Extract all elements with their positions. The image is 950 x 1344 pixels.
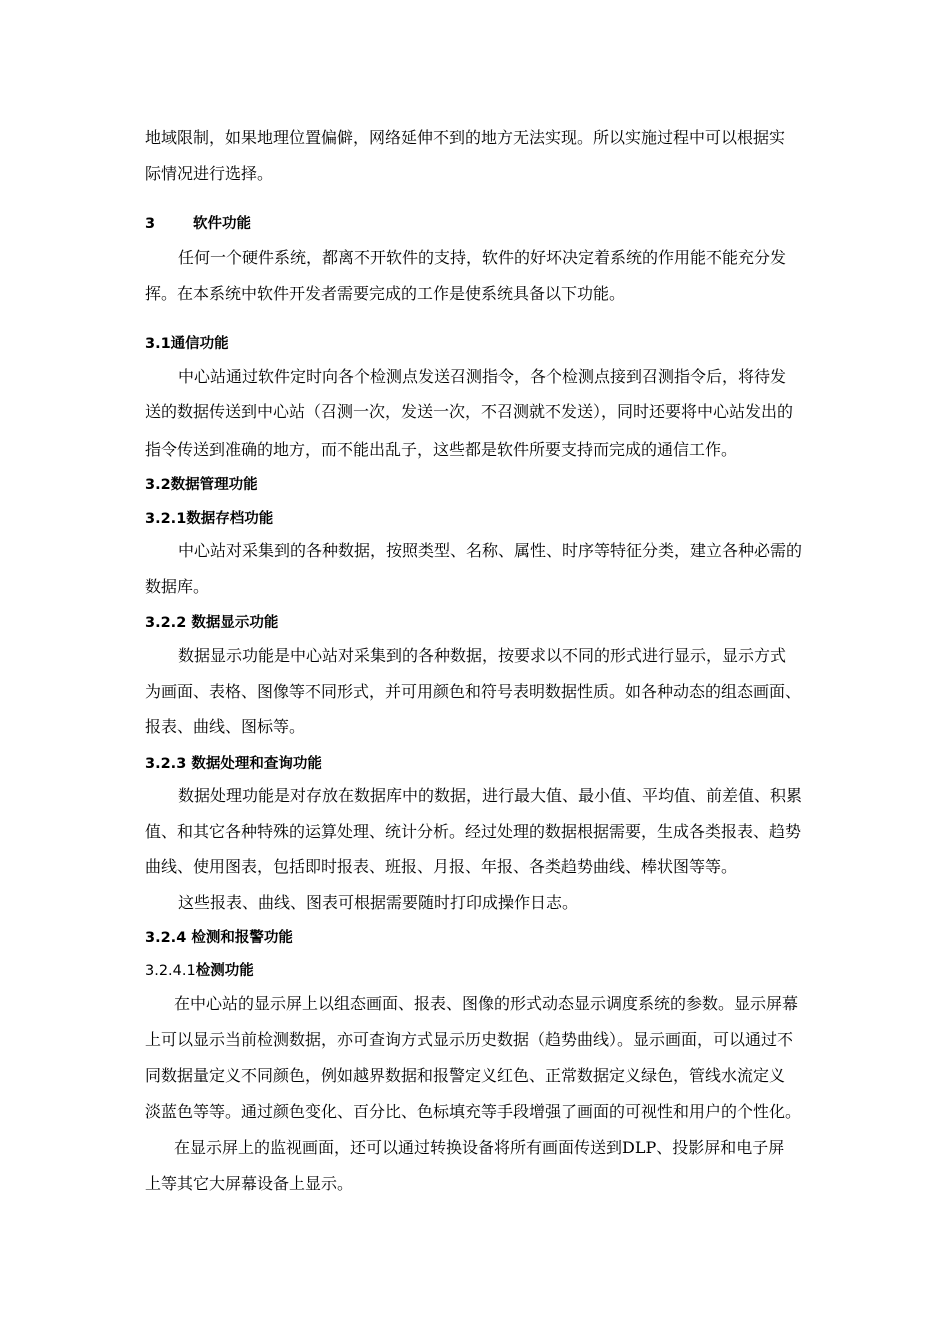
paragraph-line: 在中心站的显示屏上以组态画面、报表、图像的形式动态显示调度系统的参数。显示屏幕 (174, 994, 799, 1013)
section-title: 检测功能 (195, 963, 254, 979)
paragraph-line: 际情况进行选择。 (145, 164, 274, 183)
paragraph-line: 数据显示功能是中心站对采集到的各种数据，按要求以不同的形式进行显示，显示方式 (178, 646, 787, 665)
paragraph-line: 这些报表、曲线、图表可根据需要随时打印成操作日志。 (178, 893, 579, 912)
paragraph-line: 淡蓝色等等。通过颜色变化、百分比、色标填充等手段增强了画面的可视性和用户的个性化。 (145, 1102, 802, 1121)
section-heading-3 (145, 214, 251, 234)
section-number: 3 (145, 216, 156, 232)
section-heading-3-1: 3.1通信功能 (145, 336, 229, 352)
paragraph-line: 地域限制，如果地理位置偏僻，网络延伸不到的地方无法实现。所以实施过程中可以根据实 (145, 128, 786, 147)
paragraph-line: 报表、曲线、图标等。 (145, 717, 306, 736)
paragraph-line: 中心站通过软件定时向各个检测点发送召测指令，各个检测点接到召测指令后，将待发 (178, 367, 787, 386)
section-heading-3-2-3: 3.2.3 数据处理和查询功能 (145, 756, 322, 772)
paragraph-line: 上可以显示当前检测数据，亦可查询方式显示历史数据（趋势曲线）。显示画面，可以通过不 (145, 1030, 794, 1049)
section-heading-3-2-4: 3.2.4 检测和报警功能 (145, 930, 293, 946)
paragraph-line: 数据处理功能是对存放在数据库中的数据，进行最大值、最小值、平均值、前差值、积累 (178, 786, 803, 805)
paragraph-line: 中心站对采集到的各种数据，按照类型、名称、属性、时序等特征分类，建立各种必需的 (178, 541, 803, 560)
paragraph-line: 曲线、使用图表，包括即时报表、班报、月报、年报、各类趋势曲线、棒状图等等。 (145, 857, 738, 876)
paragraph-line: 上等其它大屏幕设备上显示。 (145, 1174, 354, 1193)
section-heading-3-2-1: 3.2.1数据存档功能 (145, 511, 274, 527)
section-heading-3-2-4-1 (145, 961, 254, 981)
paragraph-line: 任何一个硬件系统，都离不开软件的支持，软件的好坏决定着系统的作用能不能充分发 (178, 248, 787, 267)
paragraph-line: 指令传送到准确的地方，而不能出乱子，这些都是软件所要支持而完成的通信工作。 (145, 440, 738, 459)
paragraph-line: 值、和其它各种特殊的运算处理、统计分析。经过处理的数据根据需要，生成各类报表、趋势 (145, 822, 802, 841)
paragraph-line: 数据库。 (145, 577, 210, 596)
paragraph-line: 送的数据传送到中心站（召测一次，发送一次，不召测就不发送），同时还要将中心站发出的 (145, 402, 794, 421)
section-heading-3-2-2: 3.2.2 数据显示功能 (145, 615, 279, 631)
section-heading-3-2: 3.2数据管理功能 (145, 477, 258, 493)
paragraph-line: 同数据量定义不同颜色，例如越界数据和报警定义红色、正常数据定义绿色，管线水流定义 (145, 1066, 786, 1085)
section-number: 3.2.4.1 (145, 963, 196, 979)
paragraph-line: 在显示屏上的监视画面，还可以通过转换设备将所有画面传送到DLP、投影屏和电子屏 (174, 1138, 785, 1157)
section-title: 软件功能 (193, 216, 251, 232)
paragraph-line: 为画面、表格、图像等不同形式，并可用颜色和符号表明数据性质。如各种动态的组态画面、 (145, 682, 802, 701)
paragraph-line: 挥。在本系统中软件开发者需要完成的工作是使系统具备以下功能。 (145, 284, 626, 303)
